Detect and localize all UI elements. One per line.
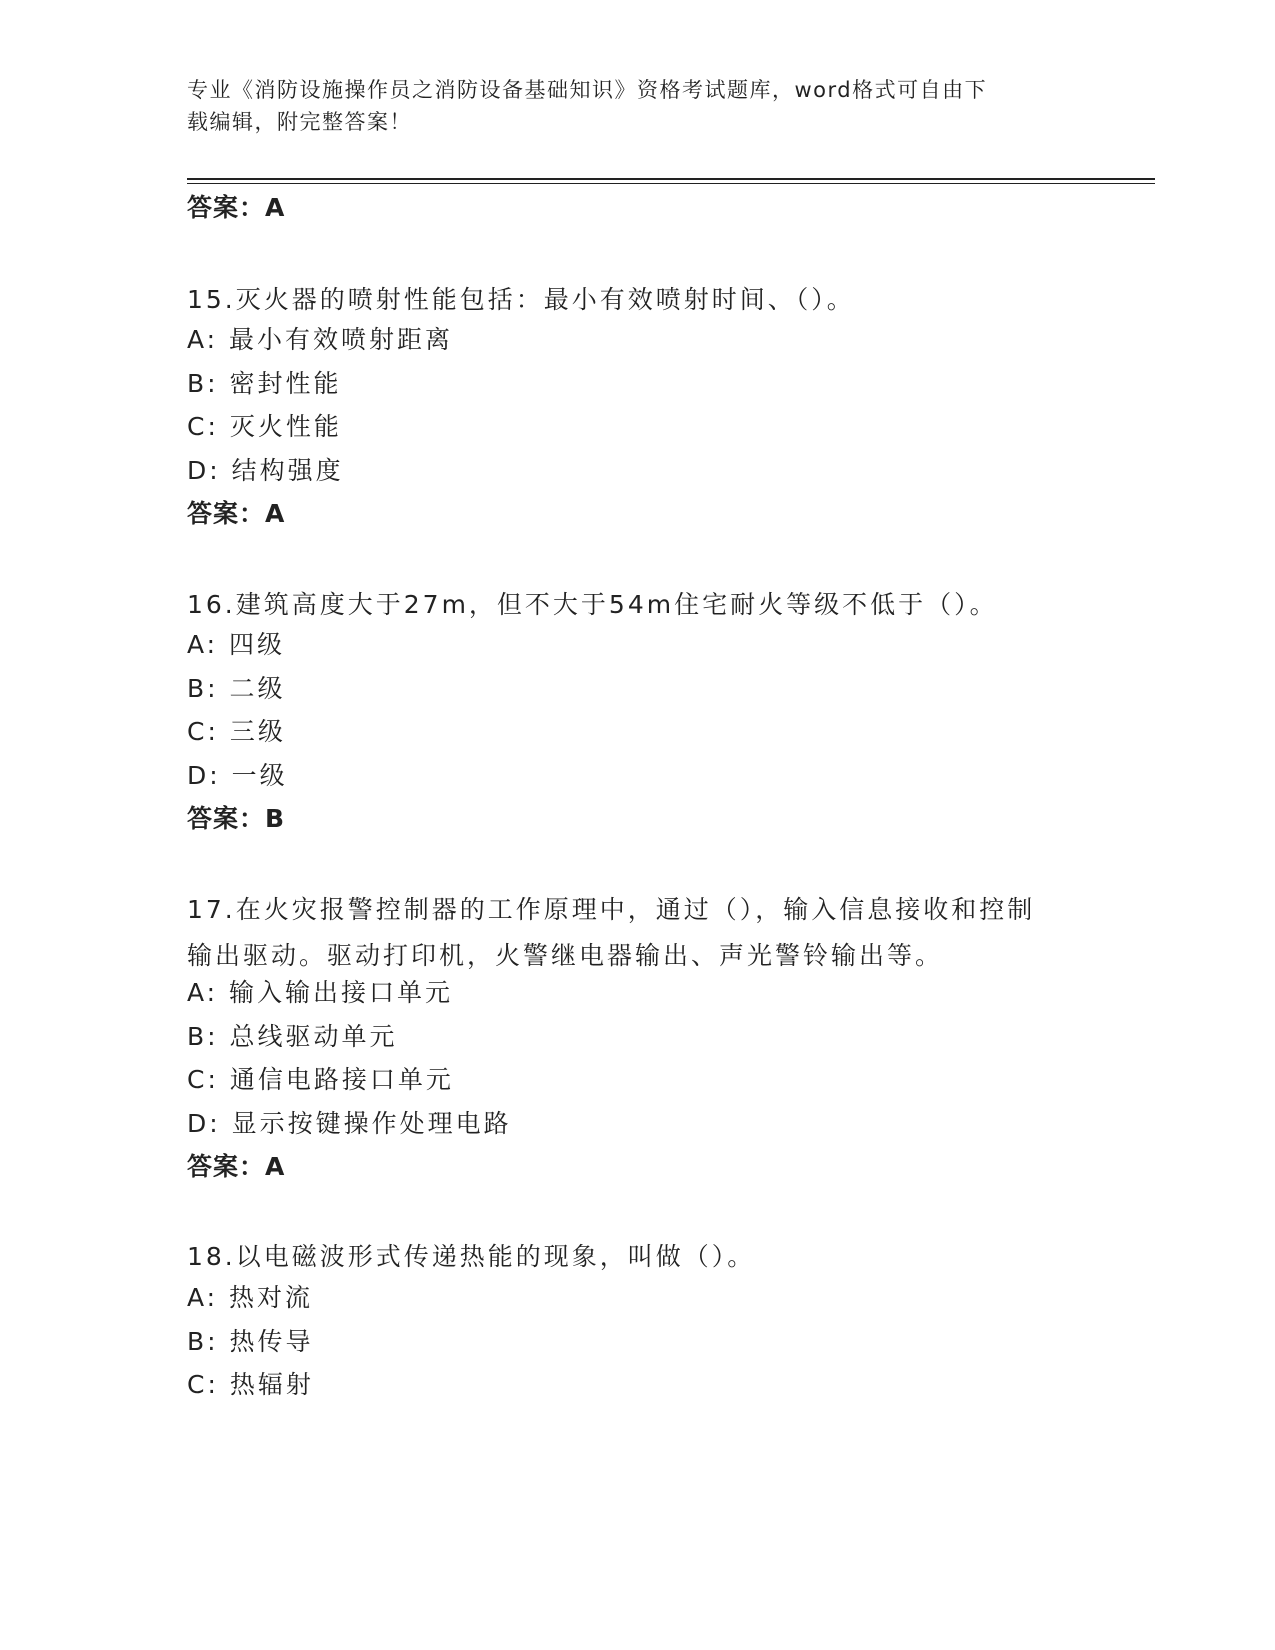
option-c: C: 通信电路接口单元 <box>187 1065 454 1094</box>
option-a: A: 输入输出接口单元 <box>187 978 454 1007</box>
answer-16: 答案：B <box>187 804 286 833</box>
option-c: C: 三级 <box>187 717 286 746</box>
option-c: C: 灭火性能 <box>187 412 342 441</box>
option-b: B: 二级 <box>187 674 286 703</box>
option-d: D: 显示按键操作处理电路 <box>187 1109 512 1138</box>
option-b: B: 总线驱动单元 <box>187 1022 398 1051</box>
option-b: B: 热传导 <box>187 1327 314 1356</box>
header-divider-thin <box>187 183 1155 184</box>
answer-17: 答案：A <box>187 1152 286 1181</box>
header-line-2: 载编辑，附完整答案！ <box>187 110 412 134</box>
question-17-line-1: 17.在火灾报警控制器的工作原理中，通过（），输入信息接收和控制 <box>187 895 1036 924</box>
answer-prev: 答案：A <box>187 193 286 222</box>
header-divider <box>187 178 1155 180</box>
option-a: A: 最小有效喷射距离 <box>187 325 454 354</box>
option-b: B: 密封性能 <box>187 369 342 398</box>
question-17 <box>187 887 1087 979</box>
question-17-line-2: 输出驱动。驱动打印机，火警继电器输出、声光警铃输出等。 <box>187 941 944 970</box>
document-header <box>187 74 1067 138</box>
question-15: 15.灭火器的喷射性能包括：最小有效喷射时间、（）。 <box>187 285 855 314</box>
option-c: C: 热辐射 <box>187 1370 314 1399</box>
option-a: A: 四级 <box>187 630 286 659</box>
option-a: A: 热对流 <box>187 1283 314 1312</box>
answer-15: 答案：A <box>187 499 286 528</box>
header-line-1: 专业《消防设施操作员之消防设备基础知识》资格考试题库，word格式可自由下 <box>187 78 988 102</box>
question-18: 18.以电磁波形式传递热能的现象，叫做（）。 <box>187 1242 756 1271</box>
question-16: 16.建筑高度大于27m，但不大于54m住宅耐火等级不低于（）。 <box>187 590 998 619</box>
option-d: D: 结构强度 <box>187 456 344 485</box>
option-d: D: 一级 <box>187 761 288 790</box>
